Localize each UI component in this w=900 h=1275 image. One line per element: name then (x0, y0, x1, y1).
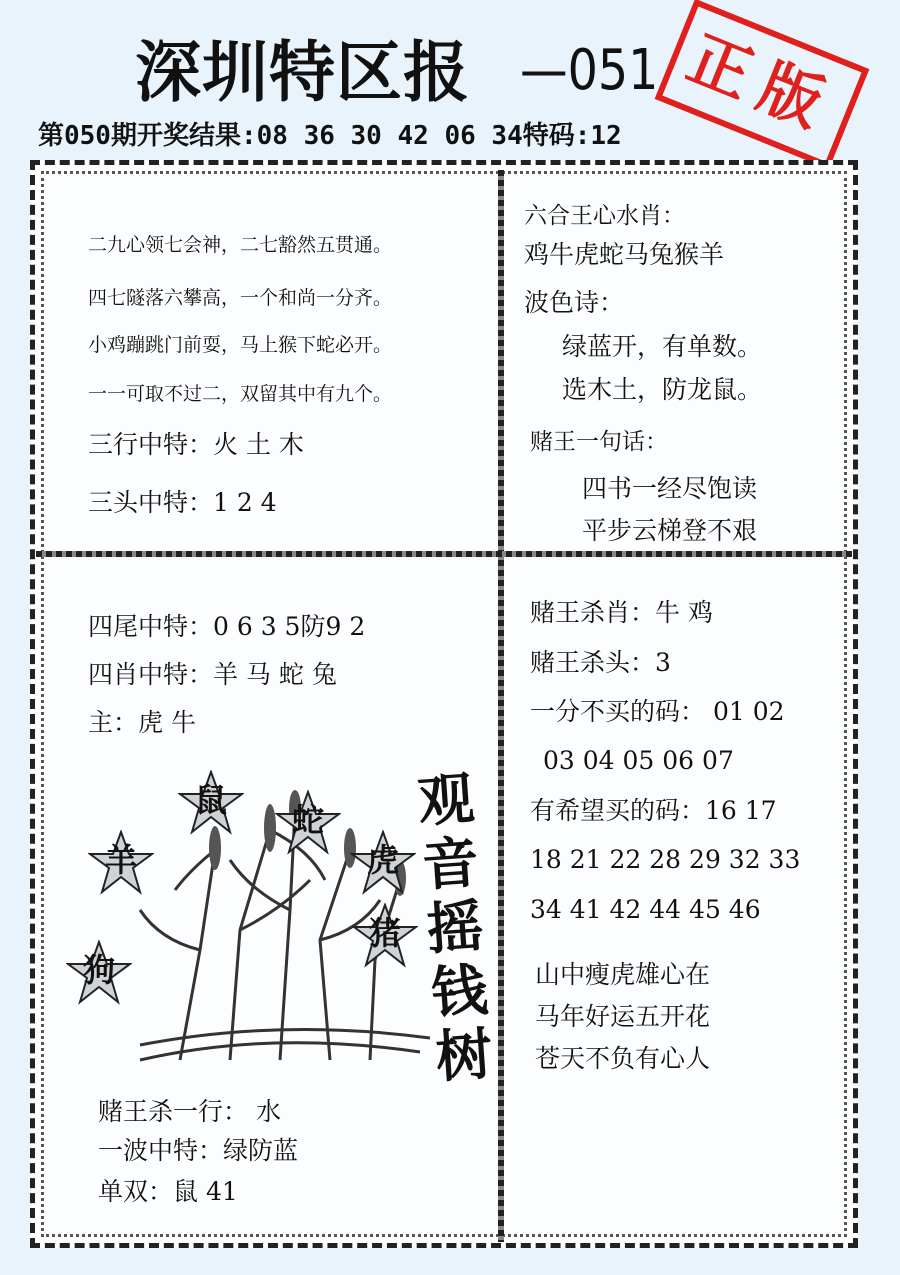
four-zodiac-line: 四肖中特：羊 马 蛇 兔 (88, 660, 337, 689)
authentic-stamp: 正版 (655, 0, 870, 169)
zodiac-star-snake (275, 790, 341, 856)
star-label: 羊 (104, 841, 137, 879)
color-poem-heading: 波色诗： (524, 288, 625, 317)
zodiac-star-rat (178, 770, 244, 836)
main-zodiac-line: 主：虎 牛 (88, 708, 196, 737)
zodiac-star-dog (66, 940, 132, 1006)
zodiac-star-tiger (350, 830, 416, 896)
dont-buy-line: 一分不买的码： 01 02 (530, 697, 785, 726)
hope-buy-line: 有希望买的码：16 17 (530, 796, 777, 825)
zodiac-star-pig (352, 903, 418, 969)
calligraphy-char-3: 摇 (424, 893, 486, 963)
star-label: 蛇 (291, 801, 324, 839)
king-saying-line-1: 四书一经尽饱读 (582, 474, 758, 503)
hope-buy-numbers-2: 34 41 42 44 45 46 (530, 895, 761, 924)
three-heads-line: 三头中特：1 2 4 (88, 488, 277, 517)
king-saying-line-2: 平步云梯登不艰 (582, 516, 758, 545)
king-saying-heading: 赌王一句话： (530, 429, 668, 455)
newspaper-title: 深圳特区报 (135, 34, 470, 111)
color-poem-line-1: 绿蓝开，有单数。 (562, 332, 763, 361)
calligraphy-char-4: 钱 (429, 956, 490, 1027)
calligraphy-char-2: 音 (420, 829, 481, 900)
zodiac-star-goat (88, 830, 154, 896)
poem-line-4: 一一可取不过二，双留其中有九个。 (88, 383, 393, 405)
star-label: 鼠 (194, 781, 227, 819)
dont-buy-numbers: 03 04 05 06 07 (543, 746, 734, 775)
kill-zodiac-line: 赌王杀肖：牛 鸡 (530, 598, 713, 627)
three-elements-line: 三行中特：火 土 木 (88, 430, 304, 459)
issue-number: —051 (520, 38, 659, 103)
closing-poem-line-2: 马年好运五开花 (535, 1002, 711, 1031)
heart-zodiac-list: 鸡牛虎蛇马兔猴羊 (524, 240, 725, 269)
four-tails-line: 四尾中特：0 6 3 5防9 2 (88, 612, 366, 641)
closing-poem-line-3: 苍天不负有心人 (535, 1044, 711, 1073)
calligraphy-char-1: 观 (415, 765, 477, 836)
one-wave-line: 一波中特：绿防蓝 (98, 1136, 299, 1165)
horizontal-divider (36, 551, 852, 557)
star-label: 猪 (368, 914, 401, 952)
heart-zodiac-heading: 六合王心水肖： (524, 203, 685, 229)
poem-line-1: 二九心领七会神，二七豁然五贯通。 (88, 234, 393, 256)
star-label: 虎 (366, 841, 399, 879)
calligraphy-char-5: 树 (433, 1020, 495, 1091)
kill-head-line: 赌王杀头：3 (530, 648, 671, 677)
closing-poem-line-1: 山中瘦虎雄心在 (535, 960, 711, 989)
color-poem-line-2: 选木土，防龙鼠。 (562, 375, 763, 404)
kill-element-line: 赌王杀一行： 水 (98, 1097, 281, 1126)
hope-buy-numbers-1: 18 21 22 28 29 32 33 (530, 845, 801, 874)
poem-line-3: 小鸡蹦跳门前耍，马上猴下蛇必开。 (88, 334, 393, 356)
draw-result-line: 第050期开奖结果:08 36 30 42 06 34特码:12 (38, 121, 622, 151)
poem-line-2: 四七隧落六攀高，一个和尚一分齐。 (88, 287, 393, 309)
star-label: 狗 (82, 951, 115, 989)
odd-even-line: 单双：鼠 41 (98, 1177, 238, 1206)
